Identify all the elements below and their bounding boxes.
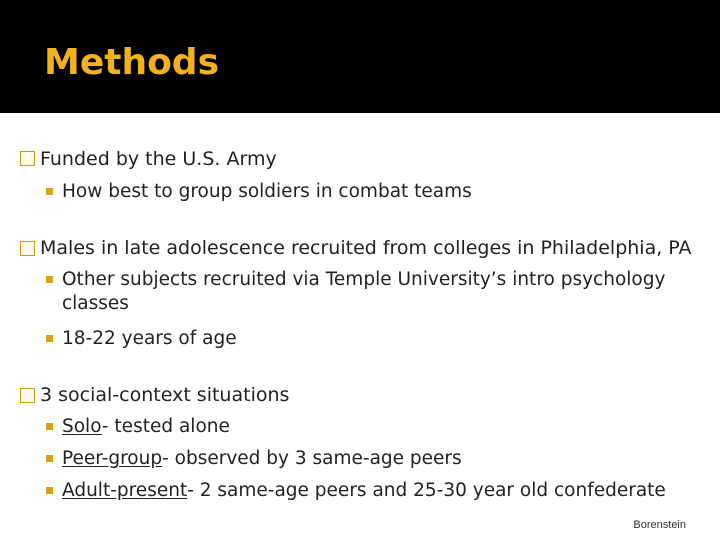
sub-bullet-text-continued: classes [62,293,129,314]
square-bullet-icon [46,188,53,195]
bullet-text-participants: Males in late adolescence recruited from colleges in Philadelphia, PA [40,237,692,259]
bullet-text-conditions: 3 social-context situations [40,384,290,406]
sub-bullet-text-adult [62,480,666,502]
definition-peer-group: - observed by 3 same-age peers [162,448,462,469]
definition-solo: - tested alone [101,416,230,437]
sub-bullet-text: How best to group soldiers in combat teams [62,181,472,202]
sub-bullet-text: 18-22 years of age [62,328,237,349]
square-bullet-icon [46,487,53,494]
box-bullet-icon [20,388,35,403]
square-bullet-icon [46,455,53,462]
square-bullet-icon [46,335,53,342]
sub-bullet-text: Other subjects recruited via Temple University’s intro psychology [62,269,666,290]
term-solo: Solo [62,416,102,437]
square-bullet-icon [46,423,53,430]
square-bullet-icon [46,276,53,283]
term-peer-group: Peer-group [62,448,163,469]
definition-adult-present: - 2 same-age peers and 25-30 year old confederate [187,480,666,501]
box-bullet-icon [20,151,35,166]
sub-bullet-text-peer [62,448,462,470]
sub-bullet-text-solo [62,416,230,438]
term-adult-present: Adult-present [62,480,188,501]
box-bullet-icon [20,241,35,256]
slide-title: Methods [44,42,220,83]
bullet-text-funding: Funded by the U.S. Army [40,148,277,170]
author-credit: Borenstein [633,519,686,531]
